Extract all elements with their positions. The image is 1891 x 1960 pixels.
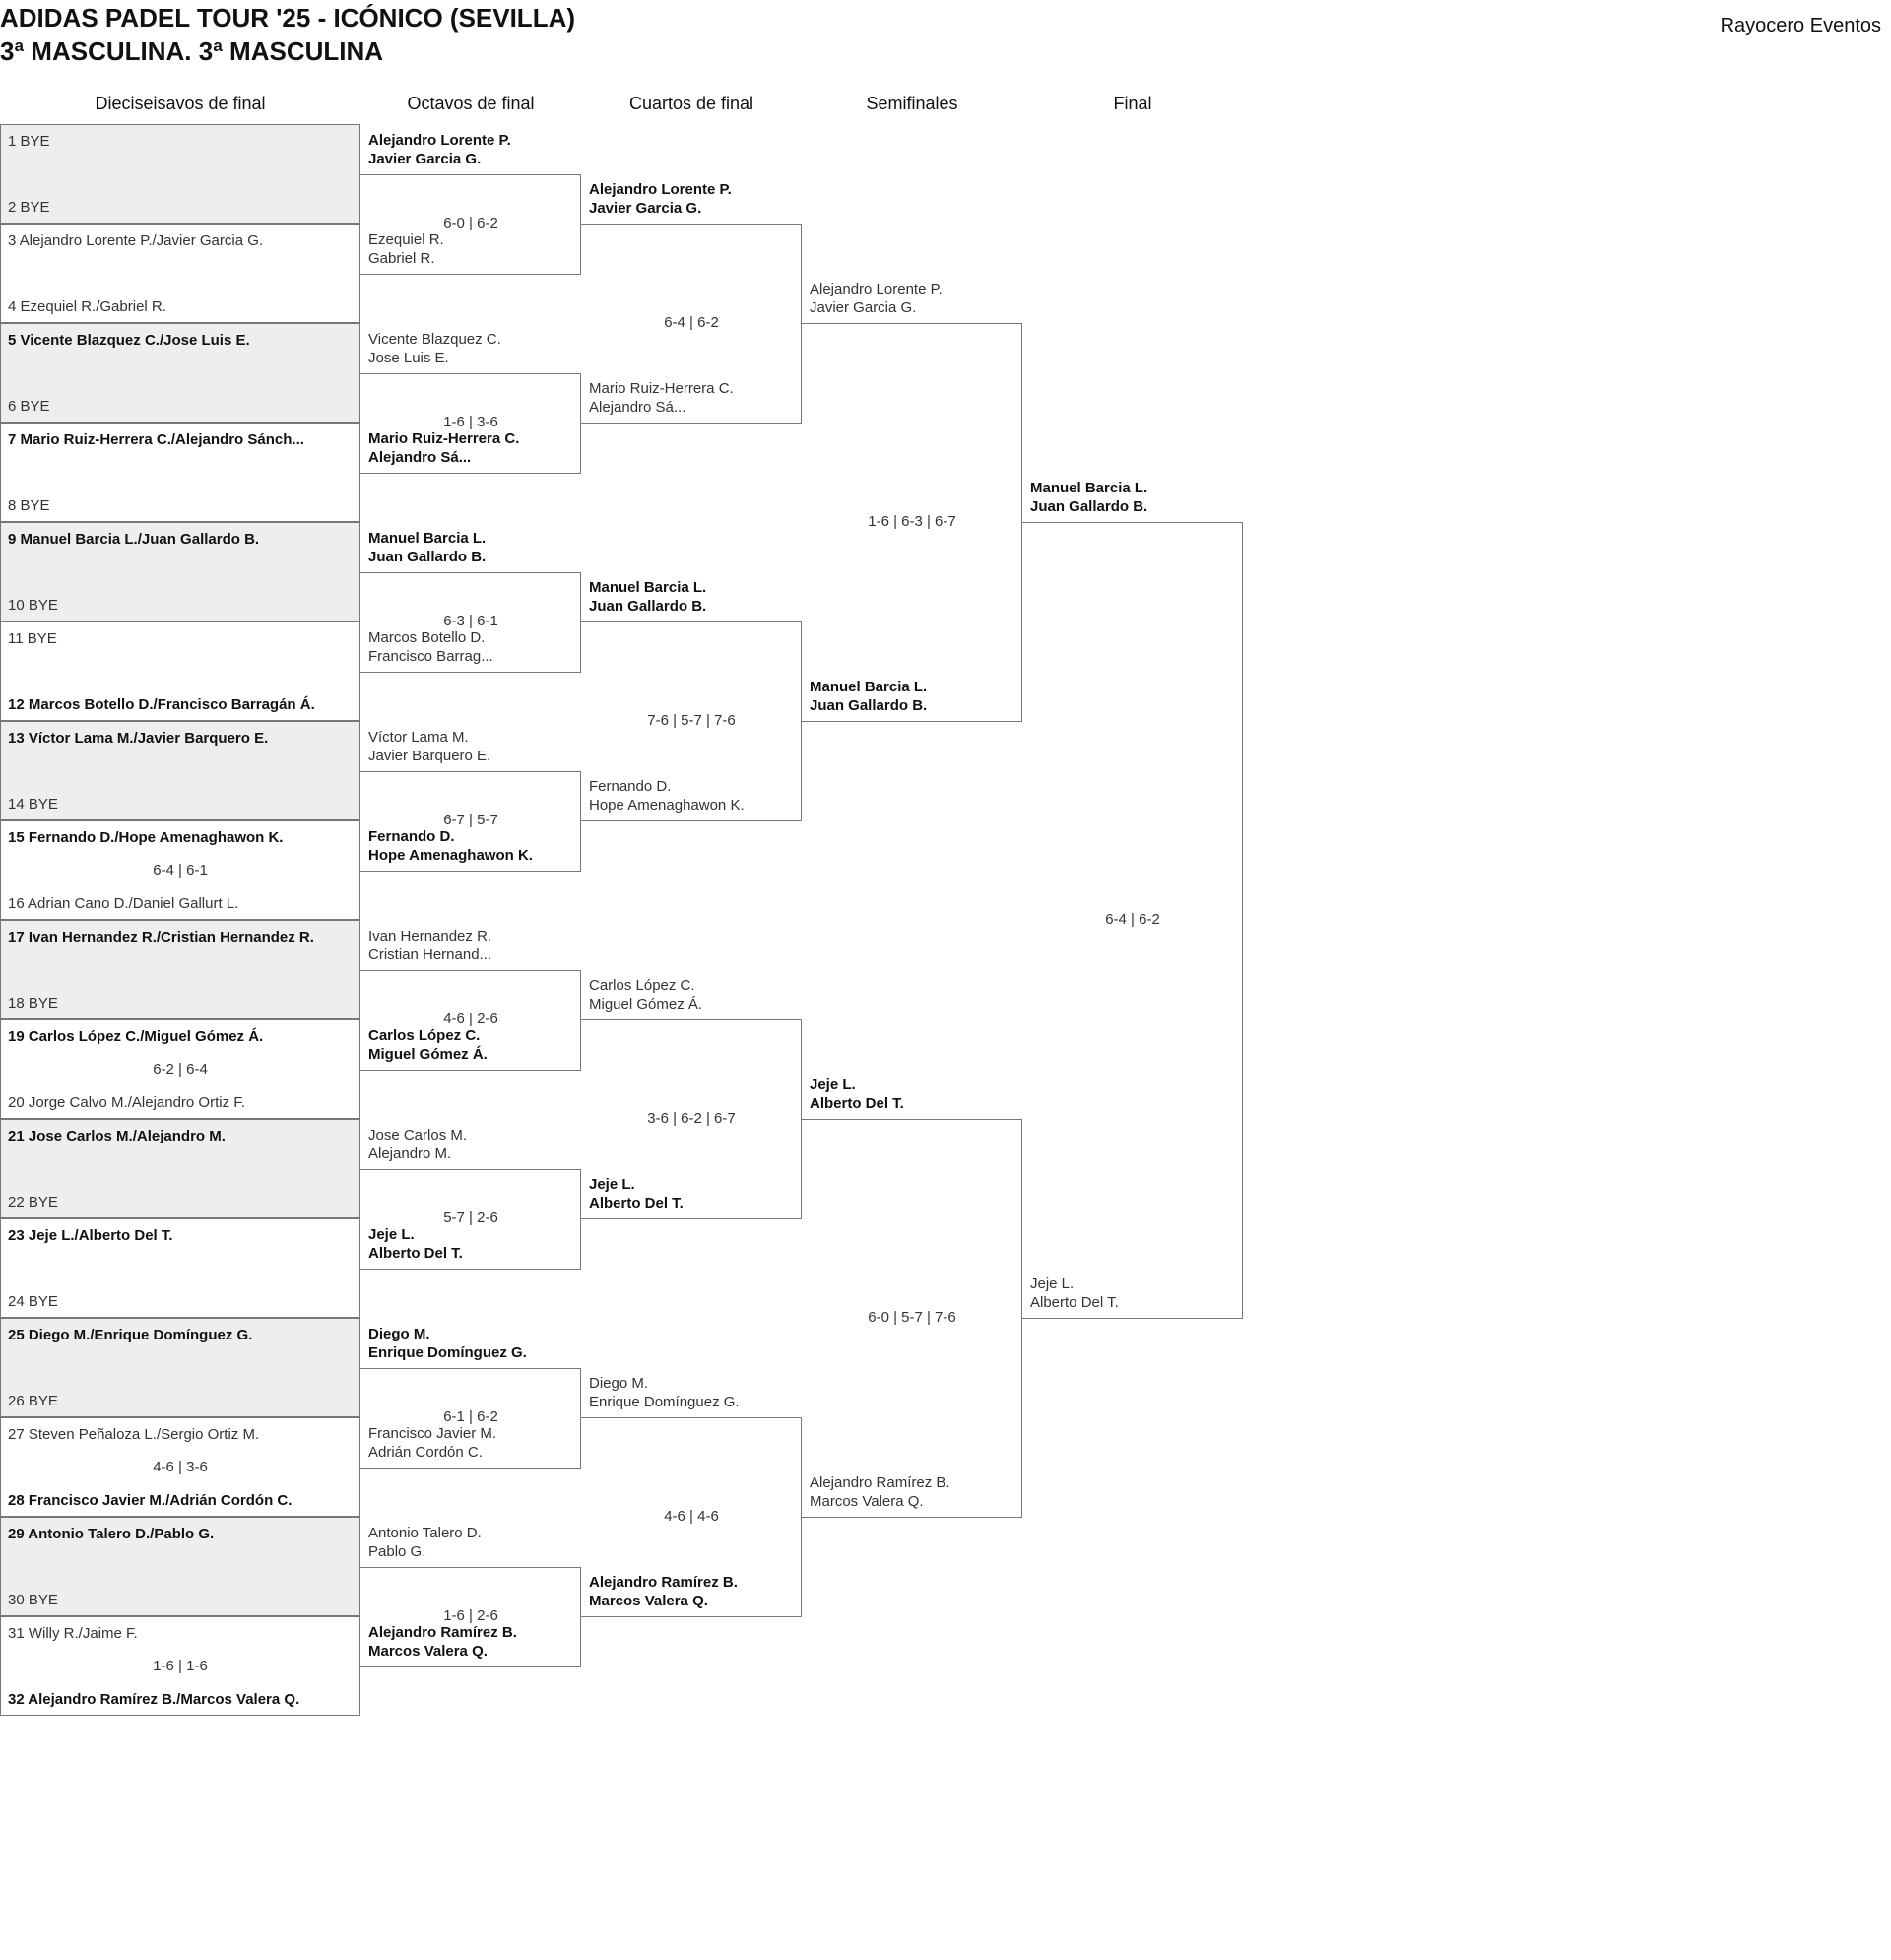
round-label-dieciseisavos: Dieciseisavos de final	[95, 94, 266, 113]
player-name: Antonio Talero D.	[368, 1525, 482, 1541]
match-score: 6-7 | 5-7	[443, 812, 498, 828]
player-name: Marcos Valera Q.	[589, 1593, 708, 1609]
first-round-match	[0, 1417, 360, 1517]
first-round-match	[0, 1318, 360, 1417]
match-score: 6-0 | 5-7 | 7-6	[868, 1309, 956, 1326]
match-score: 7-6 | 5-7 | 7-6	[647, 712, 736, 729]
player-name: Juan Gallardo B.	[368, 549, 487, 565]
player-name: Víctor Lama M.	[368, 729, 469, 746]
player-name: Juan Gallardo B.	[810, 697, 928, 714]
first-round-team-top: 31 Willy R./Jaime F.	[8, 1625, 138, 1642]
player-name: Ezequiel R.	[368, 231, 444, 248]
player-name: Vicente Blazquez C.	[368, 331, 501, 348]
player-name: Fernando D.	[589, 778, 672, 795]
team-top	[368, 529, 486, 566]
team-bottom	[589, 1573, 738, 1610]
first-round-match	[0, 1517, 360, 1616]
match-score: 1-6 | 3-6	[443, 414, 498, 430]
first-round-team-bottom: 24 BYE	[8, 1293, 58, 1310]
player-name: Francisco Barrag...	[368, 648, 493, 665]
first-round-team-bottom: 20 Jorge Calvo M./Alejandro Ortiz F.	[8, 1094, 245, 1111]
match-score: 6-0 | 6-2	[443, 215, 498, 231]
first-round-match	[0, 1616, 360, 1716]
first-round-team-top: 23 Jeje L./Alberto Del T.	[8, 1227, 173, 1244]
first-round-team-top: 1 BYE	[8, 133, 50, 150]
player-name: Alejandro M.	[368, 1145, 452, 1162]
first-round-match	[0, 124, 360, 224]
player-name: Manuel Barcia L.	[368, 530, 487, 547]
first-round-team-top: 3 Alejandro Lorente P./Javier Garcia G.	[8, 232, 264, 249]
player-name: Hope Amenaghawon K.	[368, 847, 533, 864]
team-top	[589, 180, 732, 218]
first-round-match	[0, 820, 360, 920]
category-subtitle: 3ª MASCULINA. 3ª MASCULINA	[0, 36, 384, 66]
match-score: 6-4 | 6-2	[1105, 911, 1160, 928]
player-name: Javier Garcia G.	[589, 200, 702, 217]
player-name: Carlos López C.	[589, 977, 695, 994]
player-name: Alberto Del T.	[368, 1245, 463, 1262]
team-bottom	[589, 777, 745, 815]
first-round-match	[0, 920, 360, 1019]
round-label-octavos: Octavos de final	[407, 94, 535, 113]
player-name: Fernando D.	[368, 828, 455, 845]
match-score: 3-6 | 6-2 | 6-7	[647, 1110, 736, 1127]
team-top	[368, 728, 490, 765]
first-round-match	[0, 1218, 360, 1318]
first-round-team-top: 5 Vicente Blazquez C./Jose Luis E.	[8, 332, 250, 349]
first-round-team-bottom: 22 BYE	[8, 1194, 58, 1210]
team-bottom	[1030, 1274, 1119, 1312]
player-name: Ivan Hernandez R.	[368, 928, 492, 945]
player-name: Pablo G.	[368, 1543, 426, 1560]
team-top	[368, 1524, 482, 1561]
first-round-team-bottom: 8 BYE	[8, 497, 50, 514]
first-round-match	[0, 323, 360, 423]
first-round-team-top: 11 BYE	[8, 630, 57, 647]
player-name: Alejandro Ramírez B.	[368, 1624, 517, 1641]
player-name: Jeje L.	[589, 1176, 635, 1193]
player-name: Hope Amenaghawon K.	[589, 797, 745, 814]
team-bottom	[368, 628, 493, 666]
player-name: Marcos Botello D.	[368, 629, 486, 646]
player-name: Alejandro Ramírez B.	[810, 1474, 950, 1491]
first-round-match	[0, 1019, 360, 1119]
player-name: Alberto Del T.	[589, 1195, 684, 1211]
player-name: Carlos López C.	[368, 1027, 481, 1044]
round-label-semifinales: Semifinales	[866, 94, 958, 113]
team-bottom	[368, 429, 519, 467]
player-name: Adrián Cordón C.	[368, 1444, 483, 1461]
player-name: Miguel Gómez Á.	[589, 996, 703, 1013]
first-round-team-bottom: 30 BYE	[8, 1592, 58, 1608]
first-round-match	[0, 522, 360, 621]
player-name: Juan Gallardo B.	[1030, 498, 1148, 515]
player-name: Jeje L.	[810, 1077, 856, 1093]
player-name: Marcos Valera Q.	[368, 1643, 488, 1660]
first-round-team-top: 17 Ivan Hernandez R./Cristian Hernandez R.	[8, 929, 314, 946]
organizer-name: Rayocero Eventos	[1720, 15, 1881, 36]
match-score: 4-6 | 2-6	[443, 1011, 498, 1027]
player-name: Miguel Gómez Á.	[368, 1046, 488, 1063]
first-round-match	[0, 721, 360, 820]
team-top	[589, 1374, 740, 1411]
player-name: Alejandro Sá...	[589, 399, 686, 416]
team-top	[368, 927, 491, 964]
team-top	[368, 131, 511, 168]
match-score: 6-3 | 6-1	[443, 613, 498, 629]
player-name: Juan Gallardo B.	[589, 598, 707, 615]
first-round-team-bottom: 18 BYE	[8, 995, 58, 1012]
first-round-team-bottom: 16 Adrian Cano D./Daniel Gallurt L.	[8, 895, 239, 912]
first-round-team-top: 25 Diego M./Enrique Domínguez G.	[8, 1327, 253, 1343]
team-bottom	[368, 1026, 488, 1064]
team-top	[810, 280, 943, 317]
team-bottom	[810, 678, 927, 715]
team-top	[589, 578, 706, 616]
match-score: 6-4 | 6-2	[664, 314, 719, 331]
player-name: Mario Ruiz-Herrera C.	[589, 380, 734, 397]
player-name: Alberto Del T.	[1030, 1294, 1119, 1311]
player-name: Manuel Barcia L.	[1030, 480, 1148, 496]
player-name: Jose Carlos M.	[368, 1127, 468, 1143]
player-name: Diego M.	[368, 1326, 430, 1342]
player-name: Javier Garcia G.	[368, 151, 482, 167]
player-name: Alejandro Lorente P.	[810, 281, 943, 297]
first-round-team-top: 13 Víctor Lama M./Javier Barquero E.	[8, 730, 269, 747]
round-label-final: Final	[1113, 94, 1152, 113]
team-bottom	[368, 1623, 517, 1661]
team-bottom	[368, 827, 533, 865]
match-score: 4-6 | 4-6	[664, 1508, 719, 1525]
player-name: Enrique Domínguez G.	[589, 1394, 740, 1410]
first-round-team-bottom: 26 BYE	[8, 1393, 58, 1409]
first-round-team-top: 15 Fernando D./Hope Amenaghawon K.	[8, 829, 284, 846]
match-score: 6-1 | 6-2	[443, 1408, 498, 1425]
team-bottom	[368, 1424, 496, 1462]
team-bottom	[589, 379, 734, 417]
round-label-cuartos: Cuartos de final	[628, 94, 754, 113]
first-round-match	[0, 1119, 360, 1218]
tournament-title: ADIDAS PADEL TOUR '25 - ICÓNICO (SEVILLA)	[0, 3, 576, 33]
first-round-team-top: 21 Jose Carlos M./Alejandro M.	[8, 1128, 226, 1144]
first-round-team-top: 29 Antonio Talero D./Pablo G.	[8, 1526, 215, 1542]
first-round-match	[0, 621, 360, 721]
player-name: Alejandro Sá...	[368, 449, 472, 466]
player-name: Manuel Barcia L.	[589, 579, 707, 596]
team-top	[368, 1126, 467, 1163]
first-round-team-bottom: 28 Francisco Javier M./Adrián Cordón C.	[8, 1492, 293, 1509]
first-round-team-bottom: 14 BYE	[8, 796, 58, 813]
first-round-team-top: 19 Carlos López C./Miguel Gómez Á.	[8, 1028, 264, 1045]
player-name: Alejandro Lorente P.	[589, 181, 732, 198]
first-round-match	[0, 423, 360, 522]
first-round-team-bottom: 12 Marcos Botello D./Francisco Barragán Á.	[8, 696, 315, 713]
player-name: Mario Ruiz-Herrera C.	[368, 430, 520, 447]
first-round-team-top: 9 Manuel Barcia L./Juan Gallardo B.	[8, 531, 260, 548]
team-top	[368, 1325, 527, 1362]
player-name: Gabriel R.	[368, 250, 435, 267]
match-score: 1-6 | 6-3 | 6-7	[868, 513, 956, 530]
player-name: Jeje L.	[1030, 1275, 1075, 1292]
player-name: Diego M.	[589, 1375, 649, 1392]
first-round-score: 6-4 | 6-1	[153, 862, 208, 879]
team-bottom	[810, 1473, 950, 1511]
first-round-score: 6-2 | 6-4	[153, 1061, 208, 1078]
first-round-team-top: 7 Mario Ruiz-Herrera C./Alejandro Sánch...	[8, 431, 304, 448]
team-top	[1030, 479, 1147, 516]
player-name: Alberto Del T.	[810, 1095, 904, 1112]
player-name: Alejandro Lorente P.	[368, 132, 511, 149]
first-round-score: 1-6 | 1-6	[153, 1658, 208, 1674]
player-name: Alejandro Ramírez B.	[589, 1574, 738, 1591]
first-round-match	[0, 224, 360, 323]
first-round-team-bottom: 2 BYE	[8, 199, 50, 216]
player-name: Manuel Barcia L.	[810, 679, 928, 695]
player-name: Jeje L.	[368, 1226, 415, 1243]
team-bottom	[368, 230, 444, 268]
player-name: Francisco Javier M.	[368, 1425, 497, 1442]
first-round-team-top: 27 Steven Peñaloza L./Sergio Ortiz M.	[8, 1426, 260, 1443]
player-name: Marcos Valera Q.	[810, 1493, 924, 1510]
first-round-score: 4-6 | 3-6	[153, 1459, 208, 1475]
player-name: Javier Barquero E.	[368, 748, 491, 764]
team-top	[810, 1076, 904, 1113]
team-top	[589, 976, 702, 1013]
player-name: Javier Garcia G.	[810, 299, 917, 316]
player-name: Enrique Domínguez G.	[368, 1344, 527, 1361]
player-name: Cristian Hernand...	[368, 947, 492, 963]
team-bottom	[589, 1175, 684, 1212]
player-name: Jose Luis E.	[368, 350, 449, 366]
first-round-team-bottom: 10 BYE	[8, 597, 58, 614]
match-score: 1-6 | 2-6	[443, 1607, 498, 1624]
team-top	[368, 330, 501, 367]
first-round-team-bottom: 32 Alejandro Ramírez B./Marcos Valera Q.	[8, 1691, 300, 1708]
team-bottom	[368, 1225, 463, 1263]
match-score: 5-7 | 2-6	[443, 1209, 498, 1226]
first-round-team-bottom: 4 Ezequiel R./Gabriel R.	[8, 298, 166, 315]
first-round-team-bottom: 6 BYE	[8, 398, 50, 415]
